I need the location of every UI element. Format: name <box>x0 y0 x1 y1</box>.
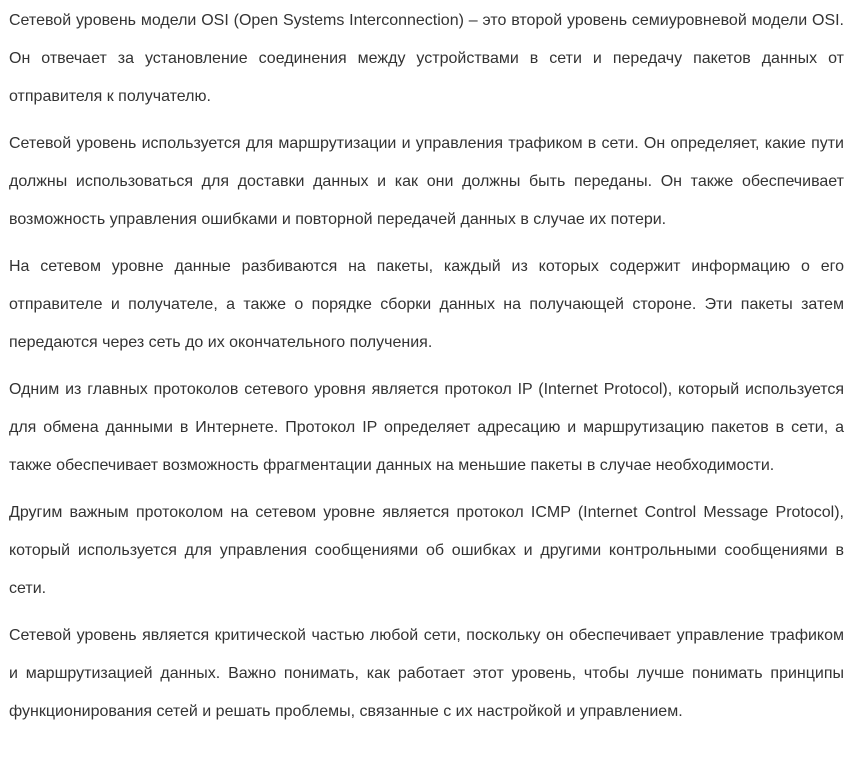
paragraph-packets: На сетевом уровне данные разбиваются на пакеты, каждый из которых содержит информацию о его отправителе и получателе, а также о порядке сборки данных на получающей стороне. Эти пакеты затем передаются через сеть до их окончательного получения. <box>9 258 844 351</box>
paragraph-ip-protocol: Одним из главных протоколов сетевого уровня является протокол IP (Internet Protocol), который используется для обмена данными в Интернете. Протокол IP определяет адресацию и маршрутизацию пакетов в сети, а также обеспечивает возможность фрагментации данных на меньшие пакеты в случае необходимости. <box>9 381 844 474</box>
paragraph-osi-definition: Сетевой уровень модели OSI (Open Systems Interconnection) – это второй уровень семиуровневой модели OSI. Он отвечает за установление соединения между устройствами в сети и передачу пакетов данных от отправителя к получателю. <box>9 12 844 105</box>
paragraph-routing-purpose: Сетевой уровень используется для маршрутизации и управления трафиком в сети. Он определяет, какие пути должны использоваться для доставки данных и как они должны быть переданы. Он также обеспечивает возможность управления ошибками и повторной передачей данных в случае их потери. <box>9 135 844 228</box>
paragraph-conclusion: Сетевой уровень является критической частью любой сети, поскольку он обеспечивает управление трафиком и маршрутизацией данных. Важно понимать, как работает этот уровень, чтобы лучше понимать принципы функционирования сетей и решать проблемы, связанные с их настройкой и управлением. <box>9 627 844 720</box>
paragraph-icmp-protocol: Другим важным протоколом на сетевом уровне является протокол ICMP (Internet Control Message Protocol), который используется для управления сообщениями об ошибках и другими контрольными сообщениями в сети. <box>9 504 844 597</box>
